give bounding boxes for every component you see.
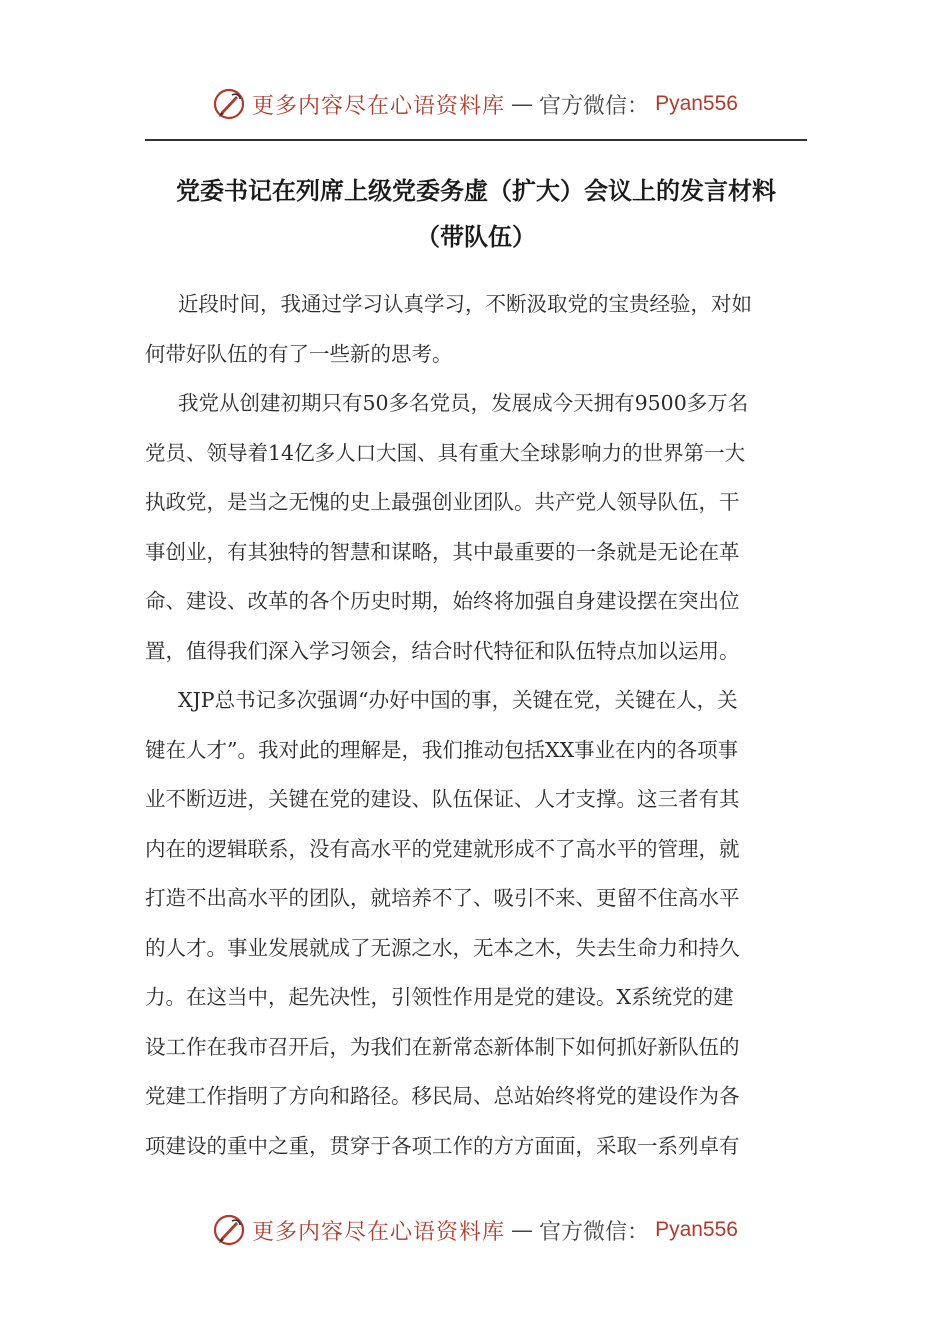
paragraph-line: 键在人才”。我对此的理解是，我们推动包括XX事业在内的各项事 bbox=[145, 737, 739, 762]
paragraph-2 bbox=[145, 379, 807, 676]
watermark-brand-text: 更多内容尽在心语资料库 bbox=[252, 93, 506, 119]
paragraph-line: 近段时间，我通过学习认真学习，不断汲取党的宝贵经验，对如 bbox=[178, 292, 752, 316]
watermark-label: 官方微信： bbox=[539, 93, 650, 119]
title-line-2: （带队伍） bbox=[416, 223, 536, 251]
watermark-wechat-id: Pyan556 bbox=[655, 92, 738, 115]
paragraph-line: 命、建设、改革的各个历史时期，始终将加强自身建设摆在突出位 bbox=[145, 589, 740, 613]
title-line-1: 党委书记在列席上级党委务虚（扩大）会议上的发言材料 bbox=[176, 177, 776, 205]
paragraph-line: 设工作在我市召开后，为我们在新常态新体制下如何抓好新队伍的 bbox=[145, 1034, 740, 1059]
header-divider bbox=[145, 139, 807, 141]
paragraph-line: 执政党，是当之无愧的史上最强创业团队。共产党人领导队伍，干 bbox=[145, 490, 740, 514]
paragraph-line: 事创业，有其独特的智慧和谋略，其中最重要的一条就是无论在革 bbox=[145, 539, 740, 564]
paragraph-line: 何带好队伍的有了一些新的思考。 bbox=[145, 341, 453, 366]
footer-watermark bbox=[0, 1210, 950, 1250]
watermark-separator: — bbox=[511, 91, 534, 117]
watermark-label: 官方微信： bbox=[539, 1219, 650, 1245]
paragraph-line: 打造不出高水平的团队，就培养不了、吸引不来、更留不住高水平 bbox=[145, 886, 740, 910]
paragraph-line: 项建设的重中之重，贯穿于各项工作的方方面面，采取一系列卓有 bbox=[145, 1133, 740, 1158]
document-title bbox=[145, 168, 807, 260]
paragraph-line: 力。在这当中，起先决性，引领性作用是党的建设。X系统党的建 bbox=[145, 985, 734, 1009]
quill-pen-logo-icon bbox=[212, 87, 246, 121]
paragraph-line: 的人才。事业发展就成了无源之水，无本之木，失去生命力和持久 bbox=[145, 935, 740, 960]
watermark-brand-text: 更多内容尽在心语资料库 bbox=[252, 1219, 506, 1245]
paragraph-line: 党员、领导着14亿多人口大国、具有重大全球影响力的世界第一大 bbox=[145, 440, 746, 465]
paragraph-line: 业不断迈进，关键在党的建设、队伍保证、人才支撑。这三者有其 bbox=[145, 787, 740, 811]
watermark-wechat-id: Pyan556 bbox=[655, 1218, 738, 1241]
document-body bbox=[145, 280, 807, 1171]
paragraph-3 bbox=[145, 676, 807, 1171]
quill-pen-logo-icon bbox=[212, 1213, 246, 1247]
paragraph-line: XJP总书记多次强调“办好中国的事，关键在党，关键在人，关 bbox=[178, 688, 738, 712]
paragraph-line: 置，值得我们深入学习领会，结合时代特征和队伍特点加以运用。 bbox=[145, 638, 740, 663]
paragraph-line: 党建工作指明了方向和路径。移民局、总站始终将党的建设作为各 bbox=[145, 1084, 740, 1108]
watermark-separator: — bbox=[511, 1217, 534, 1243]
paragraph-1 bbox=[145, 280, 807, 379]
paragraph-line: 内在的逻辑联系，没有高水平的党建就形成不了高水平的管理，就 bbox=[145, 836, 740, 861]
paragraph-line: 我党从创建初期只有50多名党员，发展成今天拥有9500多万名 bbox=[178, 391, 749, 415]
header-watermark bbox=[0, 84, 950, 124]
